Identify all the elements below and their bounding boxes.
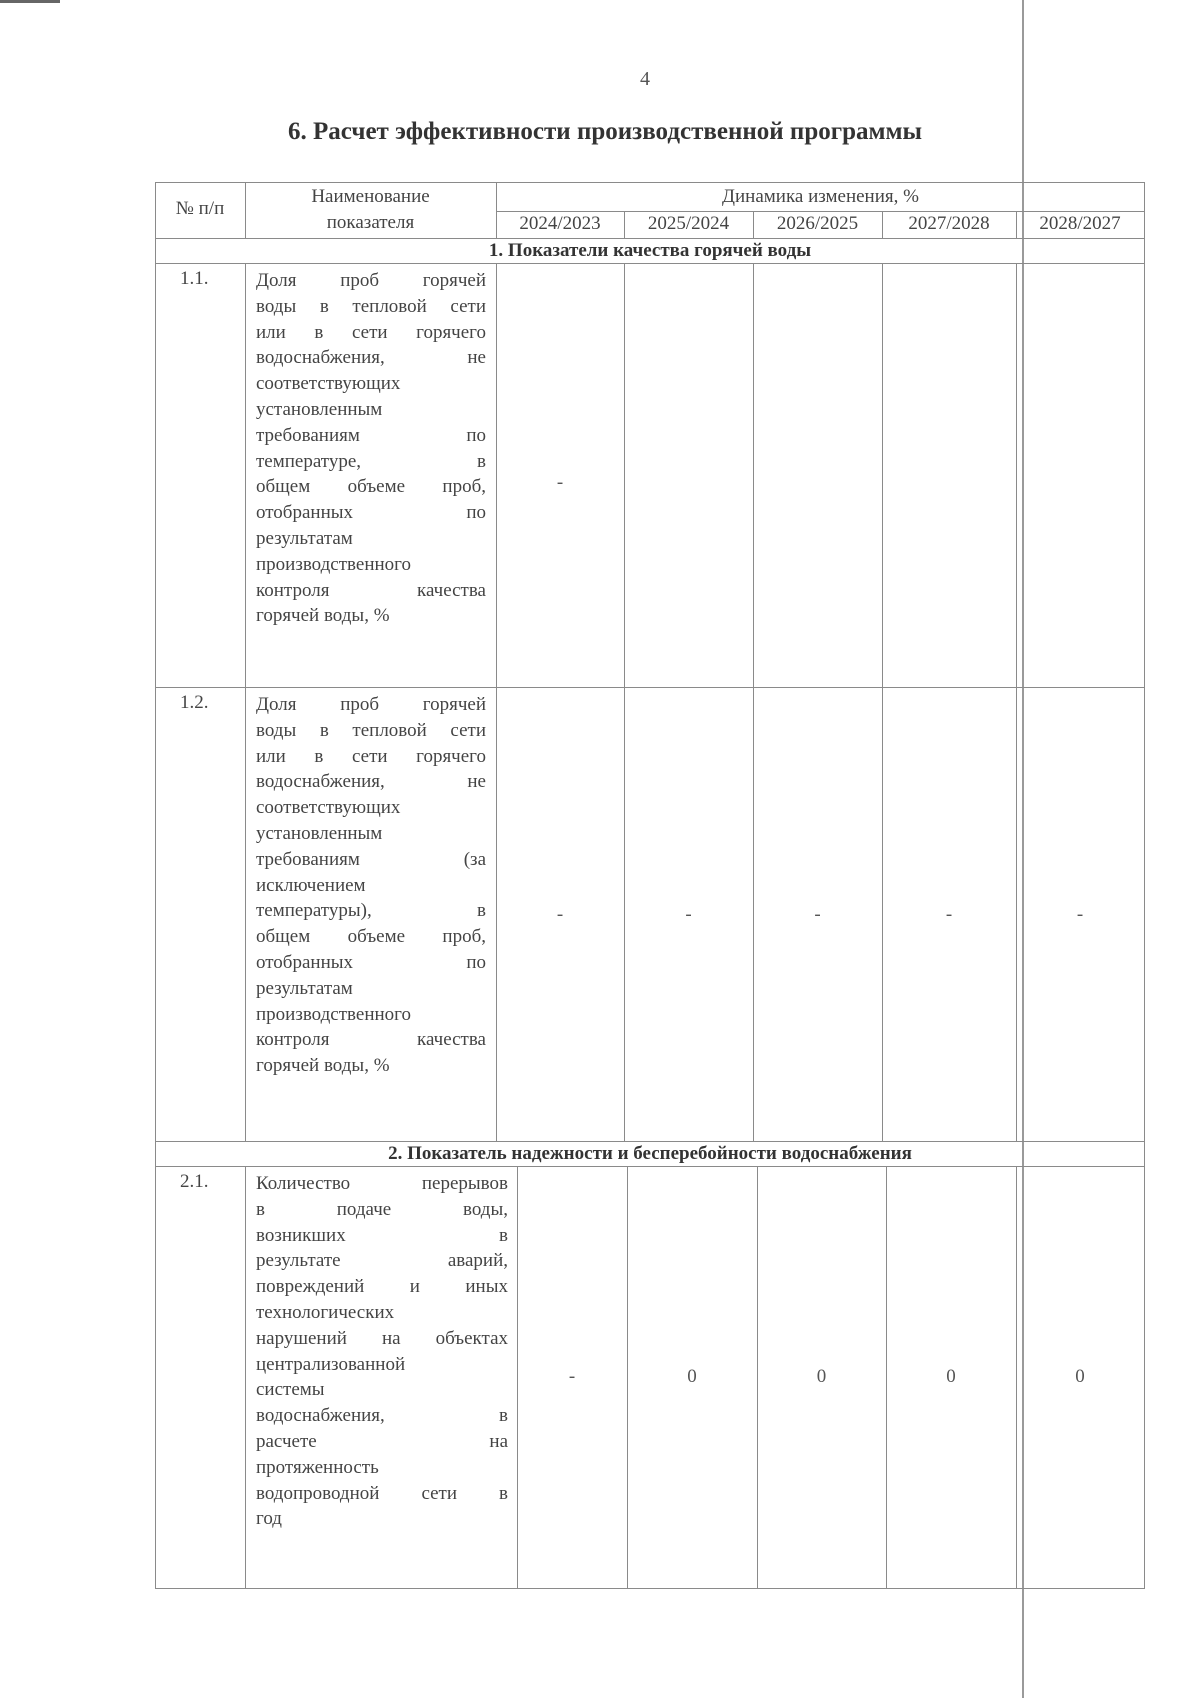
row-description: Доля проб горячей воды в тепловой сети или в сети горячего водоснабжения, не соответствующих установленным требованиям по температуре, в общем объеме проб, отобранных по результатам производственного контроля качества горячей воды, % (256, 270, 486, 627)
row-description: Количество перерывов в подаче воды, возникших в результате аварий, повреждений и иных технологических нарушений на объектах централизованной системы водоснабжения, в расчете на протяженность водопроводной сети в год (256, 1173, 508, 1530)
table-cell-value: 0 (1075, 1366, 1085, 1387)
table-cell-value: 0 (816, 1366, 827, 1387)
section-title: 1. Показатели качества горячей воды (488, 240, 812, 261)
row-number: 1.2. (180, 692, 209, 713)
table-cell-value: - (556, 904, 564, 925)
header-period: 2026/2025 (776, 213, 859, 234)
header-name-line2: показателя (326, 212, 415, 233)
table-cell-value: - (568, 1366, 576, 1387)
table-cell-value: 0 (946, 1366, 956, 1387)
header-period: 2028/2027 (1039, 213, 1121, 234)
header-num-label: № п/п (175, 198, 225, 219)
page-title: 6. Расчет эффективности производственной программы (288, 118, 923, 145)
header-name-line1: Наименование (311, 186, 430, 207)
table-cell-value: - (556, 472, 564, 493)
header-period: 2024/2023 (519, 213, 601, 234)
table-cell-value: 0 (687, 1366, 697, 1387)
row-description: Доля проб горячей воды в тепловой сети или в сети горячего водоснабжения, не соответствующих установленным требованиям (за исключением температуры), в общем объеме проб, отобранных по результатам производственного контроля качества горячей воды, % (256, 694, 486, 1077)
row-number: 1.1. (180, 268, 209, 289)
header-period: 2025/2024 (647, 213, 730, 234)
table-cell-value: - (1076, 904, 1084, 925)
header-period: 2027/2028 (908, 213, 990, 234)
section-title: 2. Показатель надежности и бесперебойности водоснабжения (388, 1143, 912, 1164)
table-cell-value: - (685, 904, 692, 925)
table-cell-value: - (814, 904, 821, 925)
row-number: 2.1. (180, 1171, 209, 1192)
header-dynamics-label: Динамика изменения, % (722, 186, 919, 207)
page-number: 4 (640, 68, 650, 90)
scan-corner-mark (0, 0, 60, 3)
table-cell-value: - (945, 904, 953, 925)
